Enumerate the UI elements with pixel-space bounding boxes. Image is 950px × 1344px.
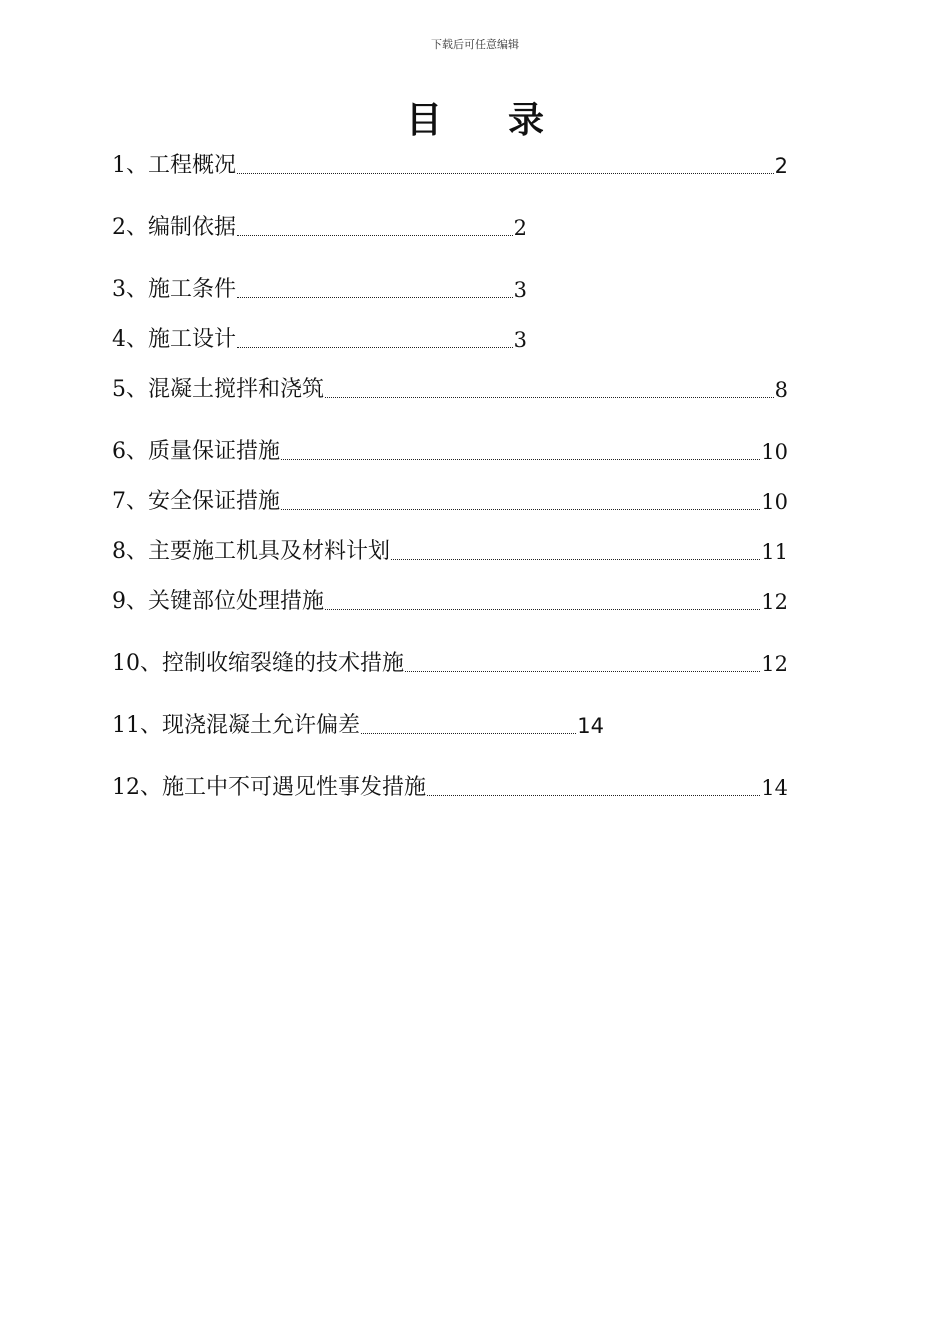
toc-leader	[427, 794, 760, 796]
toc-leader	[391, 558, 760, 560]
toc-entry-label: 5、混凝土搅拌和浇筑	[112, 377, 324, 402]
toc-page-number: 12	[761, 590, 788, 614]
toc-leader	[361, 732, 576, 734]
title-char-1: 目	[405, 100, 442, 141]
toc-leader	[405, 670, 760, 672]
toc-entry-5[interactable]	[112, 374, 788, 404]
toc-entry-4[interactable]	[112, 324, 527, 354]
toc-page-number: 10	[761, 490, 788, 514]
toc-leader	[237, 346, 513, 348]
page-title	[0, 92, 950, 143]
toc-entry-1[interactable]	[112, 150, 788, 180]
toc-entry-label: 9、关键部位处理措施	[112, 589, 324, 614]
toc-leader	[325, 396, 774, 398]
toc-entry-label: 8、主要施工机具及材料计划	[112, 539, 390, 564]
toc-leader	[237, 234, 513, 236]
toc-entry-11[interactable]	[112, 710, 604, 740]
toc-entry-12[interactable]	[112, 772, 788, 802]
toc-entry-7[interactable]	[112, 486, 788, 516]
toc-page-number: 14	[761, 776, 788, 800]
toc-entry-label: 11、现浇混凝土允许偏差	[112, 713, 360, 738]
toc-entry-label: 3、施工条件	[112, 277, 236, 302]
toc-leader	[281, 508, 760, 510]
toc-page-number: 14	[577, 714, 604, 738]
toc-page-number: 10	[761, 440, 788, 464]
toc-entry-label: 4、施工设计	[112, 327, 236, 352]
toc-entry-3[interactable]	[112, 274, 527, 304]
toc-entry-label: 7、安全保证措施	[112, 489, 280, 514]
toc-leader	[281, 458, 760, 460]
toc-leader	[325, 608, 760, 610]
header-note: 下载后可任意编辑	[431, 38, 519, 51]
toc-leader	[237, 172, 774, 174]
toc-leader	[237, 296, 513, 298]
toc-entry-2[interactable]	[112, 212, 527, 242]
title-char-2: 录	[508, 100, 545, 141]
toc-entry-label: 2、编制依据	[112, 215, 236, 240]
toc-entry-label: 10、控制收缩裂缝的技术措施	[112, 651, 404, 676]
toc-entry-9[interactable]	[112, 586, 788, 616]
toc-page-number: 3	[513, 328, 527, 352]
toc-entry-label: 1、工程概况	[112, 153, 236, 178]
toc-page-number: 11	[761, 540, 788, 564]
toc-page-number: 8	[774, 378, 788, 402]
toc-entry-8[interactable]	[112, 536, 788, 566]
toc-entry-10[interactable]	[112, 648, 788, 678]
toc-page-number: 2	[774, 154, 788, 178]
toc-page-number: 12	[761, 652, 788, 676]
toc-entry-label: 6、质量保证措施	[112, 439, 280, 464]
toc-entry-6[interactable]	[112, 436, 788, 466]
toc-entry-label: 12、施工中不可遇见性事发措施	[112, 775, 426, 800]
toc-page-number: 3	[513, 278, 527, 302]
toc-page-number: 2	[513, 216, 527, 240]
